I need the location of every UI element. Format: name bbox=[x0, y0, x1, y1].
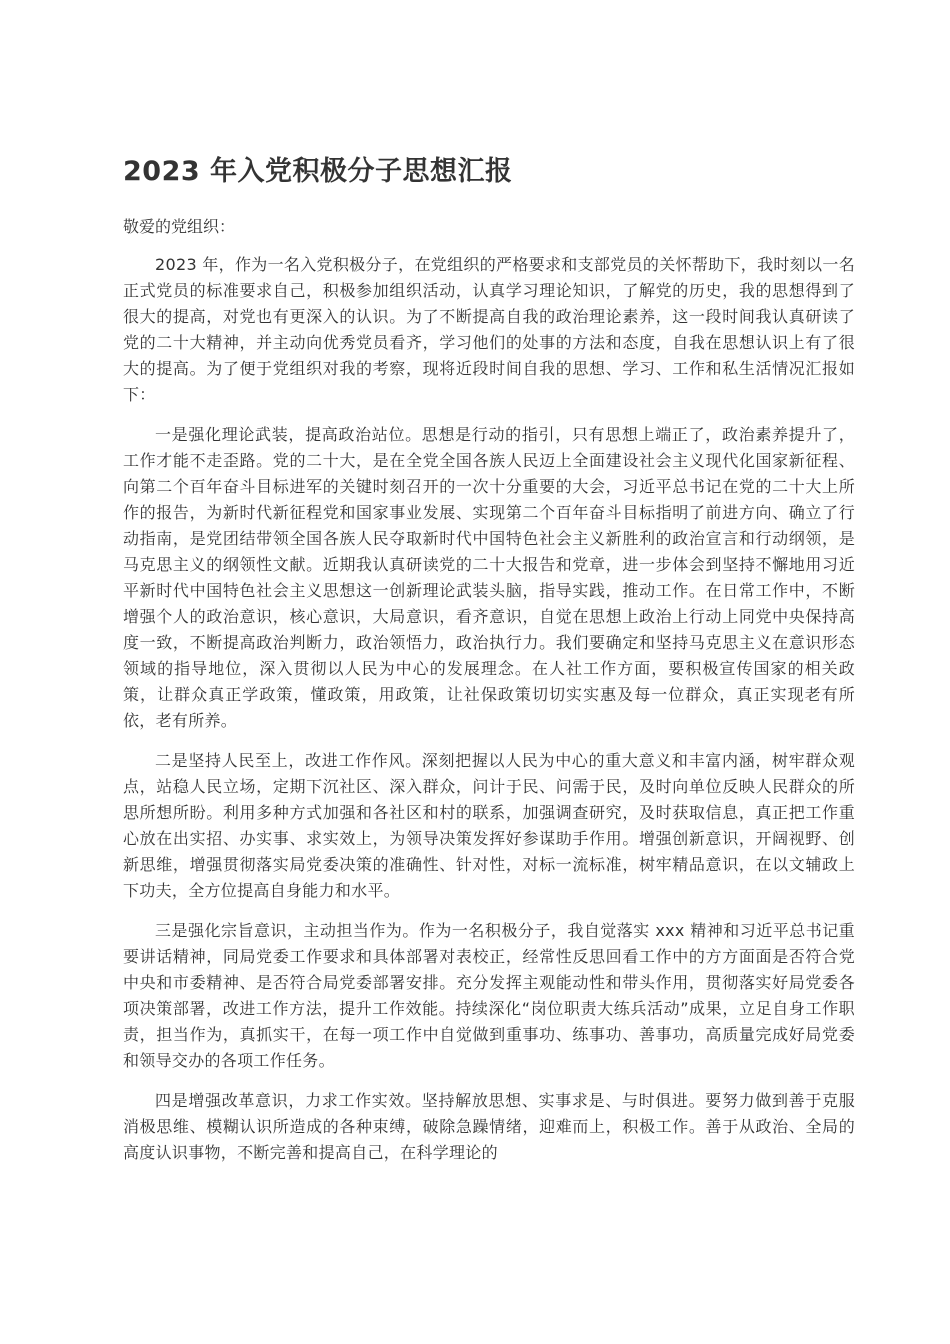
paragraph-point-four: 四是增强改革意识，力求工作实效。坚持解放思想、实事求是、与时俱进。要努力做到善于克服消极思维、模糊认识所造成的各种束缚，破除急躁情绪，迎难而上，积极工作。善于从政治、全局的高度认识事物，不断完善和提高自己，在科学理论的 bbox=[123, 1091, 855, 1162]
document-page bbox=[123, 150, 855, 1180]
paragraph-intro: 2023 年，作为一名入党积极分子，在党组织的严格要求和支部党员的关怀帮助下，我时刻以一名正式党员的标准要求自己，积极参加组织活动，认真学习理论知识，了解党的历史，我的思想得到了很大的提高，对党也有更深入的认识。为了不断提高自我的政治理论素养，这一段时间我认真研读了党的二十大精神，并主动向优秀党员看齐，学习他们的处事的方法和态度，自我在思想认识上有了很大的提高。为了便于党组织对我的考察，现将近段时间自我的思想、学习、工作和私生活情况汇报如下： bbox=[123, 255, 855, 404]
paragraph-point-two: 二是坚持人民至上，改进工作作风。深刻把握以人民为中心的重大意义和丰富内涵，树牢群众观点，站稳人民立场，定期下沉社区、深入群众，问计于民、问需于民，及时向单位反映人民群众的所思所想所盼。利用多种方式加强和各社区和村的联系，加强调查研究，及时获取信息，真正把工作重心放在出实招、办实事、求实效上，为领导决策发挥好参谋助手作用。增强创新意识，开阔视野、创新思维，增强贯彻落实局党委决策的准确性、针对性，对标一流标准，树牢精品意识，在以文辅政上下功夫，全方位提高自身能力和水平。 bbox=[123, 751, 855, 900]
salutation: 敬爱的党组织： bbox=[123, 217, 236, 236]
document-title: 2023 年入党积极分子思想汇报 bbox=[123, 156, 513, 187]
paragraph-point-three: 三是强化宗旨意识，主动担当作为。作为一名积极分子，我自觉落实 xxx 精神和习近平总书记重要讲话精神，同局党委工作要求和具体部署对表校正，经常性反思回看工作中的方方面面是否符合党中央和市委精神、是否符合局党委部署安排。充分发挥主观能动性和带头作用，贯彻落实好局党委各项决策部署，改进工作方法，提升工作效能。持续深化“岗位职责大练兵活动”成果，立足自身工作职责，担当作为，真抓实干，在每一项工作中自觉做到重事功、练事功、善事功，高质量完成好局党委和领导交办的各项工作任务。 bbox=[123, 921, 855, 1070]
paragraph-point-one: 一是强化理论武装，提高政治站位。思想是行动的指引，只有思想上端正了，政治素养提升了，工作才能不走歪路。党的二十大，是在全党全国各族人民迈上全面建设社会主义现代化国家新征程、向第二个百年奋斗目标进军的关键时刻召开的一次十分重要的大会，习近平总书记在党的二十大上所作的报告，为新时代新征程党和国家事业发展、实现第二个百年奋斗目标指明了前进方向、确立了行动指南，是党团结带领全国各族人民夺取新时代中国特色社会主义新胜利的政治宣言和行动纲领，是马克思主义的纲领性文献。近期我认真研读党的二十大报告和党章，进一步体会到坚持不懈地用习近平新时代中国特色社会主义思想这一创新理论武装头脑，指导实践，推动工作。在日常工作中，不断增强个人的政治意识，核心意识，大局意识，看齐意识，自觉在思想上政治上行动上同党中央保持高度一致，不断提高政治判断力，政治领悟力，政治执行力。我们要确定和坚持马克思主义在意识形态领域的指导地位，深入贯彻以人民为中心的发展理念。在人社工作方面，要积极宣传国家的相关政策，让群众真正学政策，懂政策，用政策，让社保政策切切实实惠及每一位群众，真正实现老有所依，老有所养。 bbox=[123, 425, 855, 730]
